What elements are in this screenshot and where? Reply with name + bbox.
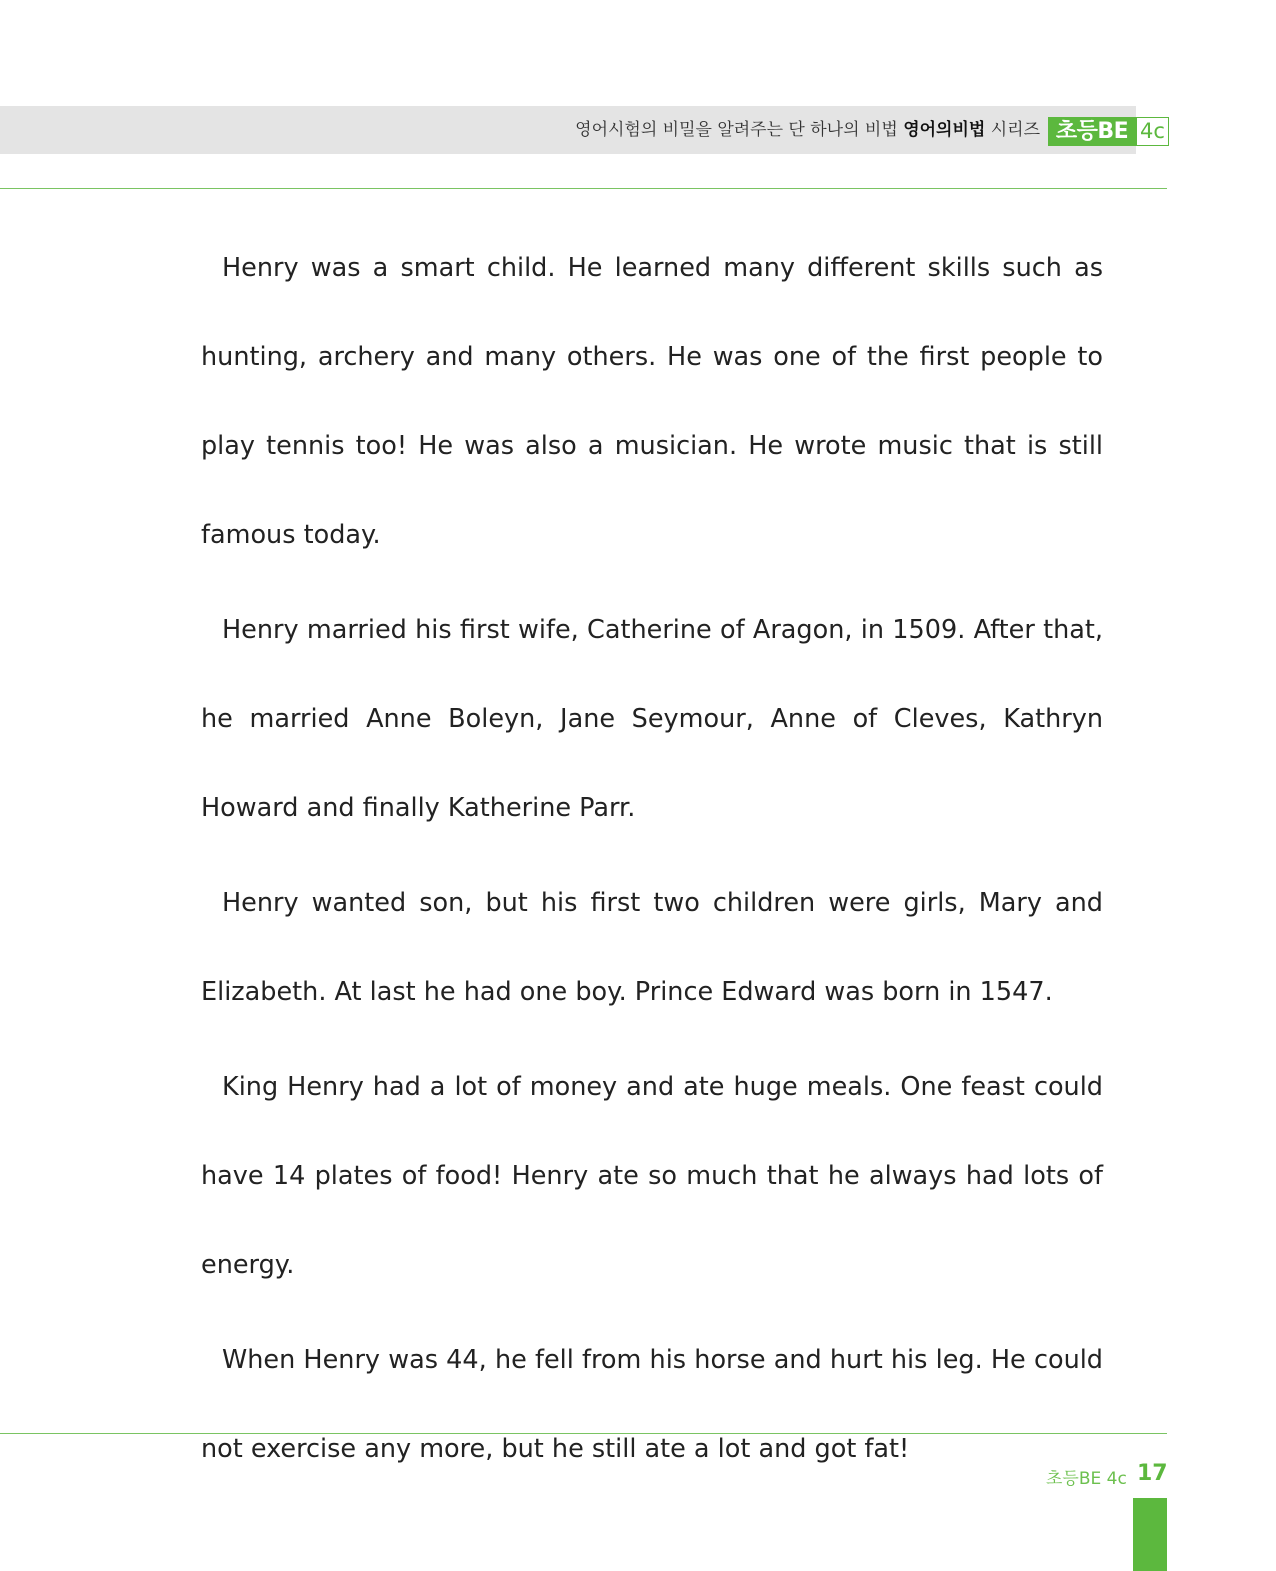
- paragraph: Henry was a smart child. He learned many different skills such as hunting, archery and many others. He was one of the first people to play tennis too! He was also a musician. He wrote music that is still famous today.: [201, 253, 1103, 550]
- paragraph: Henry married his first wife, Catherine of Aragon, in 1509. After that, he married Anne Boleyn, Jane Seymour, Anne of Cleves, Kathryn Howard and finally Katherine Parr.: [201, 615, 1103, 823]
- footer-book-label: 초등BE 4c: [1046, 1469, 1127, 1489]
- page-number: 17: [1137, 1461, 1168, 1486]
- page-edge-tab: [1133, 1498, 1167, 1571]
- header-tagline-prefix: 영어시험의 비밀을 알려주는 단 하나의 비법: [575, 120, 898, 140]
- top-divider: [0, 188, 1167, 189]
- book-badge-title: 초등BE: [1048, 117, 1136, 146]
- paragraph: When Henry was 44, he fell from his horse and hurt his leg. He could not exercise any more, but he still ate a lot and got fat!: [201, 1345, 1103, 1464]
- book-badge-level: 4c: [1136, 117, 1169, 146]
- header-series-name: 영어의비법: [903, 120, 986, 140]
- header-tagline: [575, 117, 1040, 143]
- paragraph: Henry wanted son, but his first two children were girls, Mary and Elizabeth. At last he had one boy. Prince Edward was born in 1547.: [201, 888, 1103, 1007]
- bottom-divider: [0, 1433, 1167, 1434]
- paragraph: King Henry had a lot of money and ate huge meals. One feast could have 14 plates of food! Henry ate so much that he always had lots of energy.: [201, 1072, 1103, 1280]
- header-series-suffix: 시리즈: [990, 120, 1040, 140]
- reading-passage: [201, 224, 1103, 1500]
